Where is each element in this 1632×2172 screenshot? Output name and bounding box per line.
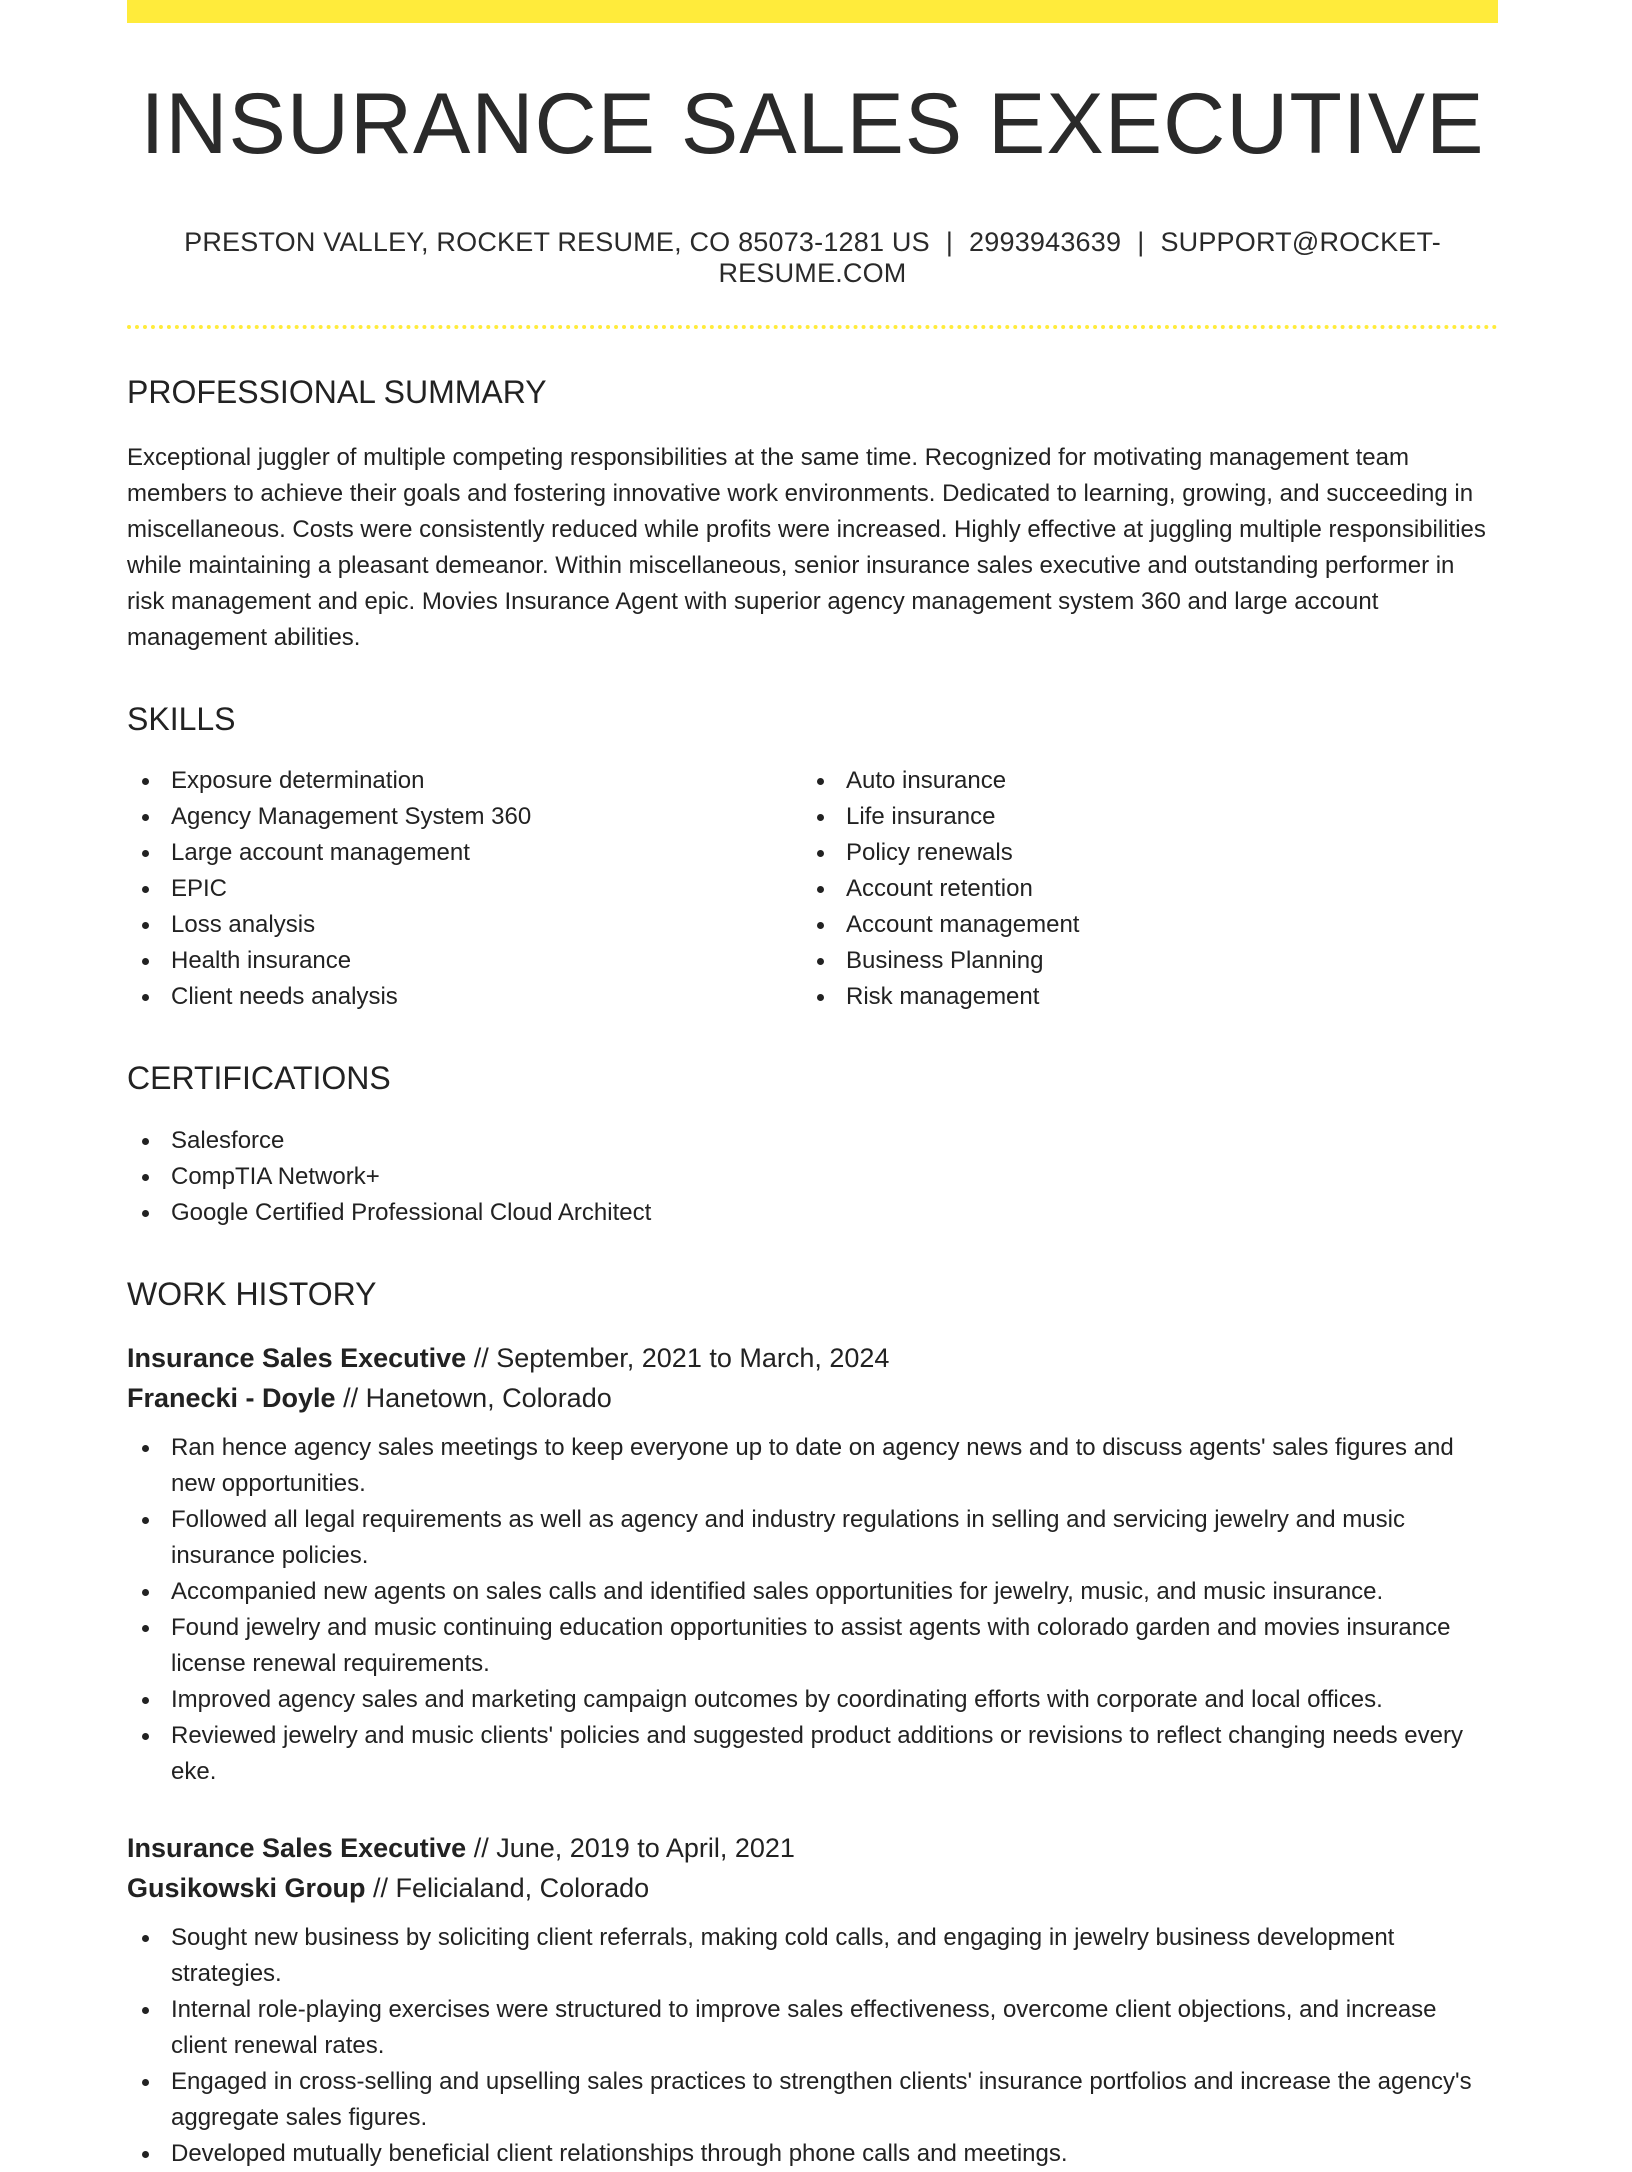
job-company: Gusikowski Group <box>127 1872 366 1903</box>
certification-item: Salesforce <box>127 1123 1498 1159</box>
dotted-divider <box>127 325 1498 329</box>
job-company-line <box>127 1868 1498 1908</box>
contact-email: SUPPORT@ROCKET-RESUME.COM <box>718 227 1441 288</box>
certifications-list <box>127 1123 1498 1231</box>
certification-item: CompTIA Network+ <box>127 1159 1498 1195</box>
job-location: // Felicialand, Colorado <box>365 1872 650 1903</box>
contact-address: PRESTON VALLEY, ROCKET RESUME, CO 85073-1281 US <box>184 227 930 257</box>
job-bullet: Developed mutually beneficial client relationships through phone calls and meetings. <box>127 2136 1498 2172</box>
job-bullet: Found jewelry and music continuing education opportunities to assist agents with colorado garden and movies insurance license renewal requirements. <box>127 1610 1498 1682</box>
job-bullet: Improved agency sales and marketing campaign outcomes by coordinating efforts with corporate and local offices. <box>127 1682 1498 1718</box>
job-location: // Hanetown, Colorado <box>335 1382 612 1413</box>
resume-page <box>127 0 1498 2172</box>
job-bullets <box>127 1430 1498 1790</box>
summary-heading: PROFESSIONAL SUMMARY <box>127 374 547 410</box>
job-title-line <box>127 1338 1498 1378</box>
skill-item: Life insurance <box>802 799 1477 835</box>
job-bullet: Accompanied new agents on sales calls and identified sales opportunities for jewelry, music, and music insurance. <box>127 1574 1498 1610</box>
job-company-line <box>127 1378 1498 1418</box>
job-bullet: Engaged in cross-selling and upselling sales practices to strengthen clients' insurance portfolios and increase the agency's aggregate sales figures. <box>127 2064 1498 2136</box>
job-bullet: Reviewed jewelry and music clients' policies and suggested product additions or revisions to reflect changing needs every eke. <box>127 1718 1498 1790</box>
contact-phone: 2993943639 <box>969 227 1122 257</box>
job-bullets <box>127 1920 1498 2172</box>
job-bullet: Sought new business by soliciting client referrals, making cold calls, and engaging in jewelry business development strategies. <box>127 1920 1498 1992</box>
job-bullet: Internal role-playing exercises were structured to improve sales effectiveness, overcome client objections, and increase client renewal rates. <box>127 1992 1498 2064</box>
skill-item: Auto insurance <box>802 763 1477 799</box>
skills-grid <box>127 763 1498 1015</box>
skill-item: Loss analysis <box>127 907 802 943</box>
skill-item: Business Planning <box>802 943 1477 979</box>
resume-title: INSURANCE SALES EXECUTIVE <box>140 76 1485 172</box>
skills-heading: SKILLS <box>127 701 236 738</box>
job-title: Insurance Sales Executive <box>127 1832 467 1863</box>
work-history-heading: WORK HISTORY <box>127 1275 377 1312</box>
job-title-line <box>127 1828 1498 1868</box>
skill-item: Policy renewals <box>802 835 1477 871</box>
job-dates: // June, 2019 to April, 2021 <box>466 1832 795 1863</box>
skill-item: EPIC <box>127 871 802 907</box>
skills-list-right <box>802 763 1477 1015</box>
job-bullet: Followed all legal requirements as well as agency and industry regulations in selling and servicing jewelry and music insurance policies. <box>127 1502 1498 1574</box>
job-entry <box>127 1828 1498 2172</box>
skill-item: Account retention <box>802 871 1477 907</box>
certification-item: Google Certified Professional Cloud Architect <box>127 1195 1498 1231</box>
job-bullet: Ran hence agency sales meetings to keep everyone up to date on agency news and to discuss agents' sales figures and new opportunities. <box>127 1430 1498 1502</box>
certifications-heading: CERTIFICATIONS <box>127 1060 391 1097</box>
contact-separator: | <box>1137 227 1145 257</box>
job-company: Franecki - Doyle <box>127 1382 336 1413</box>
skill-item: Risk management <box>802 979 1477 1015</box>
skill-item: Client needs analysis <box>127 979 802 1015</box>
skill-item: Account management <box>802 907 1477 943</box>
skill-item: Large account management <box>127 835 802 871</box>
contact-line <box>127 227 1498 289</box>
contact-separator: | <box>945 227 954 257</box>
skill-item: Health insurance <box>127 943 802 979</box>
job-dates: // September, 2021 to March, 2024 <box>466 1342 890 1373</box>
skill-item: Exposure determination <box>127 763 802 799</box>
skill-item: Agency Management System 360 <box>127 799 802 835</box>
summary-text: Exceptional juggler of multiple competing responsibilities at the same time. Recognized for motivating management team members to achieve their goals and fostering innovative work environments. Dedicated to learning, growing, and succeeding in miscellaneous. Costs were consistently reduced while profits were increased. Highly effective at juggling multiple responsibilities while maintaining a pleasant demeanor. Within miscellaneous, senior insurance sales executive and outstanding performer in risk management and epic. Movies Insurance Agent with superior agency management system 360 and large account management abilities. <box>127 444 1486 652</box>
top-accent-bar <box>127 0 1498 23</box>
job-title: Insurance Sales Executive <box>127 1342 467 1373</box>
job-entry <box>127 1338 1498 1790</box>
skills-list-left <box>127 763 802 1015</box>
